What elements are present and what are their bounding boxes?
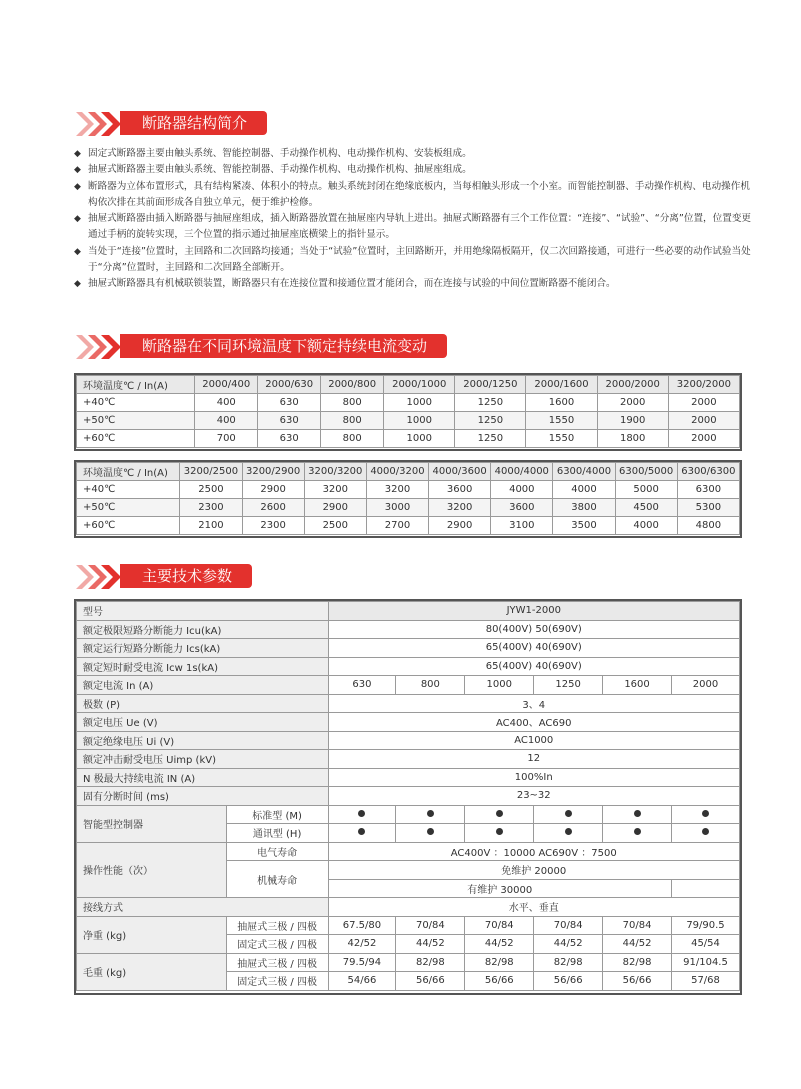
table-header-cell: 3200/2500 <box>180 463 242 481</box>
spec-sublabel: 标准型 (M) <box>226 805 328 824</box>
spec-label: 固有分断时间 (ms) <box>77 787 329 806</box>
table-cell: 2300 <box>180 499 242 517</box>
spec-value: 1000 <box>465 676 534 695</box>
spec-value: 56/66 <box>603 972 672 991</box>
table-cell: 1250 <box>455 412 526 430</box>
spec-label: 额定极限短路分断能力 Icu(kA) <box>77 620 329 639</box>
table-cell: 2900 <box>304 499 366 517</box>
intro-item: ◆ 当处于“连接”位置时，主回路和二次回路均接通；当处于“试验”位置时，主回路断开，并用绝缘隔板隔开，仅二次回路接通，可进行一些必要的动作试验当处于“分离”位置时，主回路和二次回路全部断开。 <box>74 245 751 274</box>
spec-label: 额定电流 In (A) <box>77 676 329 695</box>
table-cell: 2000 <box>668 412 739 430</box>
bullet-dot <box>396 805 465 824</box>
bullet-dot <box>603 805 672 824</box>
table-cell: 4000 <box>491 481 553 499</box>
table-header-cell: 2000/800 <box>321 376 384 394</box>
table-cell: 1550 <box>526 412 597 430</box>
table-cell: 800 <box>321 412 384 430</box>
intro-item: ◆ 断路器为立体布置形式，具有结构紧凑、体积小的特点。触头系统封闭在绝缘底板内，当每相触头形成一个小室。而智能控制器、手动操作机构、电动操作机构依次排在其前面形成各自独立单元，便于维护检修。 <box>74 180 750 208</box>
spec-value: 2000 <box>671 676 739 695</box>
spec-value: 56/66 <box>534 972 603 991</box>
spec-value: 65(400V) 40(690V) <box>328 639 740 658</box>
spec-value: 79/90.5 <box>671 916 739 935</box>
temp-table-2 <box>76 462 740 535</box>
table-cell: +50℃ <box>77 412 195 430</box>
spec-value: 56/66 <box>465 972 534 991</box>
diamond-icon: ◆ <box>74 246 81 257</box>
intro-item: ◆ 抽屉式断路器主要由触头系统、智能控制器、手动操作机构、电动操作机构、抽屉座组成。 <box>74 162 754 178</box>
table-cell: +40℃ <box>77 481 180 499</box>
table-header-row <box>77 463 740 481</box>
spec-label: 额定冲击耐受电压 Uimp (kV) <box>77 750 329 769</box>
table-row <box>77 517 740 535</box>
table-cell: +60℃ <box>77 517 180 535</box>
spec-value: 70/84 <box>534 916 603 935</box>
table-cell: 2300 <box>242 517 304 535</box>
table-header-cell: 3200/2900 <box>242 463 304 481</box>
table-cell: 2500 <box>304 517 366 535</box>
spec-value: 42/52 <box>328 935 396 954</box>
table-header-cell: 2000/1600 <box>526 376 597 394</box>
table-cell: 5300 <box>677 499 739 517</box>
table-header-cell: 2000/2000 <box>597 376 668 394</box>
table-cell: 630 <box>258 430 321 448</box>
spec-value: 水平、垂直 <box>328 898 740 917</box>
table-row <box>77 412 740 430</box>
spec-value: 57/68 <box>671 972 739 991</box>
spec-value: 70/84 <box>465 916 534 935</box>
spec-value: 44/52 <box>534 935 603 954</box>
table-cell: 5000 <box>615 481 677 499</box>
table-cell: 1900 <box>597 412 668 430</box>
table-cell: 630 <box>258 412 321 430</box>
spec-value: 82/98 <box>603 953 672 972</box>
table-cell: 2000 <box>668 394 739 412</box>
spec-label: 额定运行短路分断能力 Ics(kA) <box>77 639 329 658</box>
table-cell: 4000 <box>553 481 615 499</box>
table-cell: 1250 <box>455 430 526 448</box>
spec-label: N 极最大持续电流 IN (A) <box>77 768 329 787</box>
spec-value: 12 <box>328 750 740 769</box>
table-cell: 3600 <box>491 499 553 517</box>
table-cell: 1000 <box>384 430 455 448</box>
table-header-cell: 2000/400 <box>195 376 258 394</box>
spec-value: 800 <box>396 676 465 695</box>
spec-value: 65(400V) 40(690V) <box>328 657 740 676</box>
spec-sublabel: 机械寿命 <box>226 861 328 898</box>
table-cell: 2900 <box>429 517 491 535</box>
spec-value: 免维护 20000 <box>328 861 740 880</box>
table-cell: 6300 <box>677 481 739 499</box>
spec-label: 型号 <box>77 602 329 621</box>
spec-value: 91/104.5 <box>671 953 739 972</box>
diamond-icon: ◆ <box>74 181 81 192</box>
spec-sublabel: 固定式三极 / 四极 <box>226 935 328 954</box>
spec-value: 70/84 <box>396 916 465 935</box>
diamond-icon: ◆ <box>74 149 81 159</box>
spec-value: 23~32 <box>328 787 740 806</box>
spec-label: 接线方式 <box>77 898 329 917</box>
table-row <box>77 430 740 448</box>
spec-value: 54/66 <box>328 972 396 991</box>
spec-value: 70/84 <box>603 916 672 935</box>
bullet-dot <box>534 824 603 843</box>
bullet-dot <box>328 824 396 843</box>
spec-value: AC400、AC690 <box>328 713 740 732</box>
table-header-cell: 4000/3200 <box>366 463 428 481</box>
triple-arrow-icon <box>74 333 126 361</box>
table-header-cell: 4000/4000 <box>491 463 553 481</box>
table-cell: 400 <box>195 394 258 412</box>
intro-item: ◆ 固定式断路器主要由触头系统、智能控制器、手动操作机构、电动操作机构、安装板组成。 <box>74 146 754 162</box>
spec-label: 极数 (P) <box>77 694 329 713</box>
table-cell: 3200 <box>366 481 428 499</box>
table-cell: 4000 <box>615 517 677 535</box>
section-title: 断路器结构简介 <box>120 111 267 135</box>
spec-label: 额定电压 Ue (V) <box>77 713 329 732</box>
table-cell: 3200 <box>304 481 366 499</box>
table-header-cell: 环境温度℃ / In(A) <box>77 463 180 481</box>
spec-sublabel: 固定式三极 / 四极 <box>226 972 328 991</box>
spec-value: 44/52 <box>465 935 534 954</box>
intro-item: ◆ 抽屉式断路器具有机械联锁装置，断路器只有在连接位置和接通位置才能闭合，而在连接与试验的中间位置断路器不能闭合。 <box>74 276 754 292</box>
table-cell: 1000 <box>384 394 455 412</box>
table-cell: 2900 <box>242 481 304 499</box>
bullet-dot <box>396 824 465 843</box>
bullet-dot <box>671 805 739 824</box>
bullet-dot <box>465 805 534 824</box>
triple-arrow-icon <box>74 563 126 591</box>
spec-value: AC1000 <box>328 731 740 750</box>
intro-item: ◆ 抽屉式断路器由插入断路器与抽屉座组成，插入断路器放置在抽屉座内导轨上进出。抽屉式断路器有三个工作位置：“连接”、“试验”、“分离”位置，位置变更通过手柄的旋转实现，三个位置的指示通过抽屉座底横梁上的指针显示。 <box>74 213 752 241</box>
table-cell: +40℃ <box>77 394 195 412</box>
spec-value: 67.5/80 <box>328 916 396 935</box>
spec-value: 45/54 <box>671 935 739 954</box>
spec-value: 44/52 <box>603 935 672 954</box>
bullet-dot <box>603 824 672 843</box>
spec-label: 操作性能（次） <box>77 842 227 898</box>
spec-sublabel: 抽屉式三极 / 四极 <box>226 916 328 935</box>
bullet-dot <box>671 824 739 843</box>
triple-arrow-icon <box>74 110 126 138</box>
table-cell: 1000 <box>384 412 455 430</box>
table-row <box>77 499 740 517</box>
diamond-icon: ◆ <box>74 279 81 290</box>
spec-value: 3、4 <box>328 694 740 713</box>
table-header-cell: 2000/1250 <box>455 376 526 394</box>
table-cell: 3200 <box>429 499 491 517</box>
spec-value: AC400V ：10000 AC690V ：7500 <box>328 842 740 861</box>
diamond-icon: ◆ <box>74 165 81 176</box>
empty-cell <box>671 879 739 898</box>
table-header-cell: 6300/5000 <box>615 463 677 481</box>
table-cell: 2000 <box>597 394 668 412</box>
table-cell: 1550 <box>526 430 597 448</box>
table-cell: 4800 <box>677 517 739 535</box>
table-cell: 800 <box>321 430 384 448</box>
bullet-dot <box>328 805 396 824</box>
table-cell: +60℃ <box>77 430 195 448</box>
table-cell: 3600 <box>429 481 491 499</box>
spec-label: 额定绝缘电压 Ui (V) <box>77 731 329 750</box>
table-cell: 630 <box>258 394 321 412</box>
spec-value: 80(400V) 50(690V) <box>328 620 740 639</box>
table-cell: 1600 <box>526 394 597 412</box>
table-header-cell: 2000/1000 <box>384 376 455 394</box>
spec-label: 毛重 (kg) <box>77 953 227 990</box>
table-cell: 1250 <box>455 394 526 412</box>
table-cell: 1800 <box>597 430 668 448</box>
temp-table-1 <box>76 375 740 448</box>
table-cell: 3500 <box>553 517 615 535</box>
table-header-cell: 环境温度℃ / In(A) <box>77 376 195 394</box>
table-header-cell: 6300/4000 <box>553 463 615 481</box>
spec-table <box>76 601 740 991</box>
section-title: 断路器在不同环境温度下额定持续电流变动 <box>120 334 447 358</box>
intro-list <box>74 146 754 293</box>
table-header-cell: 6300/6300 <box>677 463 739 481</box>
diamond-icon: ◆ <box>74 214 81 225</box>
spec-sublabel: 电气寿命 <box>226 842 328 861</box>
spec-value: 56/66 <box>396 972 465 991</box>
table-cell: 2100 <box>180 517 242 535</box>
table-row <box>77 481 740 499</box>
spec-value: 44/52 <box>396 935 465 954</box>
spec-value: 82/98 <box>396 953 465 972</box>
table-header-cell: 2000/630 <box>258 376 321 394</box>
table-cell: 2700 <box>366 517 428 535</box>
spec-value: 有维护 30000 <box>328 879 671 898</box>
spec-value: 82/98 <box>534 953 603 972</box>
spec-value: 630 <box>328 676 396 695</box>
table-cell: 700 <box>195 430 258 448</box>
bullet-dot <box>465 824 534 843</box>
spec-value: 1250 <box>534 676 603 695</box>
table-cell: 2000 <box>668 430 739 448</box>
table-cell: 400 <box>195 412 258 430</box>
spec-label: 净重 (kg) <box>77 916 227 953</box>
spec-value: 82/98 <box>465 953 534 972</box>
table-cell: +50℃ <box>77 499 180 517</box>
table-header-cell: 3200/3200 <box>304 463 366 481</box>
spec-sublabel: 通讯型 (H) <box>226 824 328 843</box>
section-title: 主要技术参数 <box>120 564 252 588</box>
table-cell: 2500 <box>180 481 242 499</box>
table-header-cell: 3200/2000 <box>668 376 739 394</box>
table-cell: 3000 <box>366 499 428 517</box>
table-cell: 3800 <box>553 499 615 517</box>
table-cell: 3100 <box>491 517 553 535</box>
spec-value: 79.5/94 <box>328 953 396 972</box>
spec-sublabel: 抽屉式三极 / 四极 <box>226 953 328 972</box>
table-cell: 2600 <box>242 499 304 517</box>
spec-label: 额定短时耐受电流 Icw 1s(kA) <box>77 657 329 676</box>
table-cell: 800 <box>321 394 384 412</box>
spec-value: JYW1-2000 <box>328 602 740 621</box>
table-cell: 4500 <box>615 499 677 517</box>
spec-value: 100%In <box>328 768 740 787</box>
spec-label: 智能型控制器 <box>77 805 227 842</box>
spec-value: 1600 <box>603 676 672 695</box>
bullet-dot <box>534 805 603 824</box>
table-row <box>77 394 740 412</box>
table-header-row <box>77 376 740 394</box>
table-header-cell: 4000/3600 <box>429 463 491 481</box>
